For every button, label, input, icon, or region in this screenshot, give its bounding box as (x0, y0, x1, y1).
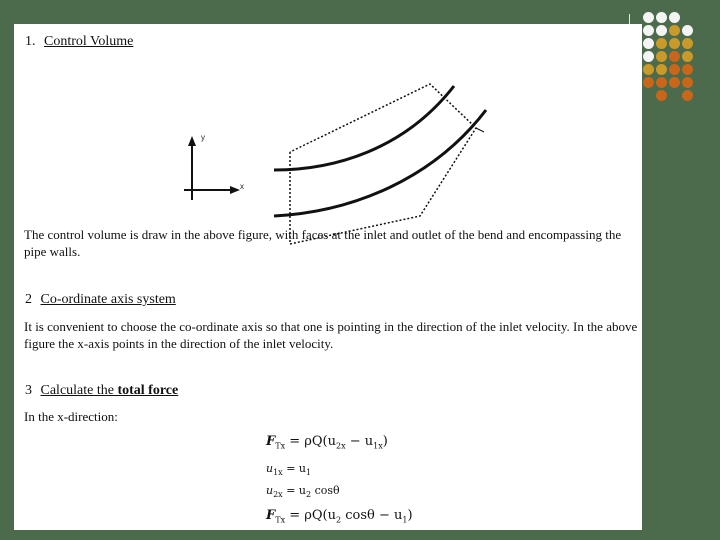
decor-dot (669, 25, 680, 36)
pipe-wall-upper (274, 86, 454, 170)
eq-sub: 1x (273, 468, 283, 478)
control-volume-figure (174, 52, 514, 252)
section-title-prefix: Calculate the (40, 383, 118, 398)
section-1-heading (25, 34, 133, 50)
decor-dot (682, 38, 693, 49)
paragraph-control-volume: The control volume is draw in the above figure, with faces at the inlet and outlet of the bend and encompassing the pipe walls. (24, 227, 622, 259)
eq-sub: 2 (336, 515, 342, 525)
paragraph-x-direction: In the x-direction: (24, 409, 118, 424)
decor-dot (643, 12, 654, 23)
eq-term: = ρQ(u (289, 434, 337, 449)
decor-dot (656, 12, 667, 23)
eq-sub: 1x (373, 441, 383, 451)
eq-term: − u (345, 434, 374, 449)
decorative-dot-grid (640, 8, 720, 118)
decor-dot (682, 77, 693, 88)
eq-term: cosθ (311, 484, 340, 497)
eq-term: F (266, 508, 276, 523)
section-title (41, 383, 179, 398)
eq-term: = ρQ(u (289, 508, 337, 523)
eq-sub: 1 (306, 468, 312, 478)
decor-dot (682, 90, 693, 101)
slide-top-bar (0, 0, 720, 24)
decor-dot (643, 77, 654, 88)
equation-u2x (266, 484, 340, 499)
divider-line (629, 14, 630, 24)
paragraph-axis-system: It is convenient to choose the co-ordinate axis so that one is pointing in the direction of the inlet velocity. In the above figure the x-axis points in the direction of the inlet velocity. (24, 319, 638, 351)
eq-sub: 2x (336, 441, 346, 451)
control-volume-tick (476, 128, 484, 132)
eq-sub: Tx (275, 441, 286, 451)
y-axis-arrowhead (188, 136, 196, 146)
decor-dot (669, 12, 680, 23)
decor-dot (669, 64, 680, 75)
section-number: 1. (25, 34, 36, 49)
decor-dot (656, 77, 667, 88)
decor-dot (643, 64, 654, 75)
decor-dot (643, 25, 654, 36)
eq-term: F (266, 434, 276, 449)
decor-dot (656, 51, 667, 62)
section-number: 3 (25, 383, 32, 398)
decor-dot (656, 64, 667, 75)
decor-dot (682, 64, 693, 75)
decor-dot (669, 77, 680, 88)
decor-dot (656, 38, 667, 49)
decor-dot (682, 51, 693, 62)
equation-total-force-final (266, 508, 413, 525)
decor-dot (669, 51, 680, 62)
x-axis-arrowhead (230, 186, 240, 194)
section-2-heading (25, 292, 176, 308)
eq-term: = u (282, 462, 306, 475)
eq-term: u (266, 484, 274, 497)
section-number: 2 (25, 292, 32, 307)
eq-term: = u (282, 484, 306, 497)
section-title-bold: total force (117, 383, 179, 398)
x-axis-label: x (240, 182, 244, 191)
decor-dot (669, 38, 680, 49)
y-axis-label: y (201, 133, 205, 142)
equation-u1x (266, 462, 311, 477)
decor-dot (643, 38, 654, 49)
decor-dot (682, 25, 693, 36)
eq-term: cosθ − u (341, 508, 403, 523)
section-title: Control Volume (44, 34, 134, 49)
decor-dot (643, 51, 654, 62)
equation-total-force (266, 434, 388, 451)
eq-term: ) (407, 508, 413, 523)
decor-dot (656, 90, 667, 101)
eq-sub: 2 (306, 490, 312, 500)
section-title: Co-ordinate axis system (40, 292, 176, 307)
eq-term: u (266, 462, 274, 475)
eq-sub: 2x (273, 490, 283, 500)
control-volume-boundary (290, 84, 476, 244)
eq-sub: 1 (402, 515, 408, 525)
section-3-heading (25, 383, 178, 399)
document-page (14, 24, 642, 530)
eq-term: ) (382, 434, 388, 449)
eq-sub: Tx (275, 515, 286, 525)
decor-dot (656, 25, 667, 36)
